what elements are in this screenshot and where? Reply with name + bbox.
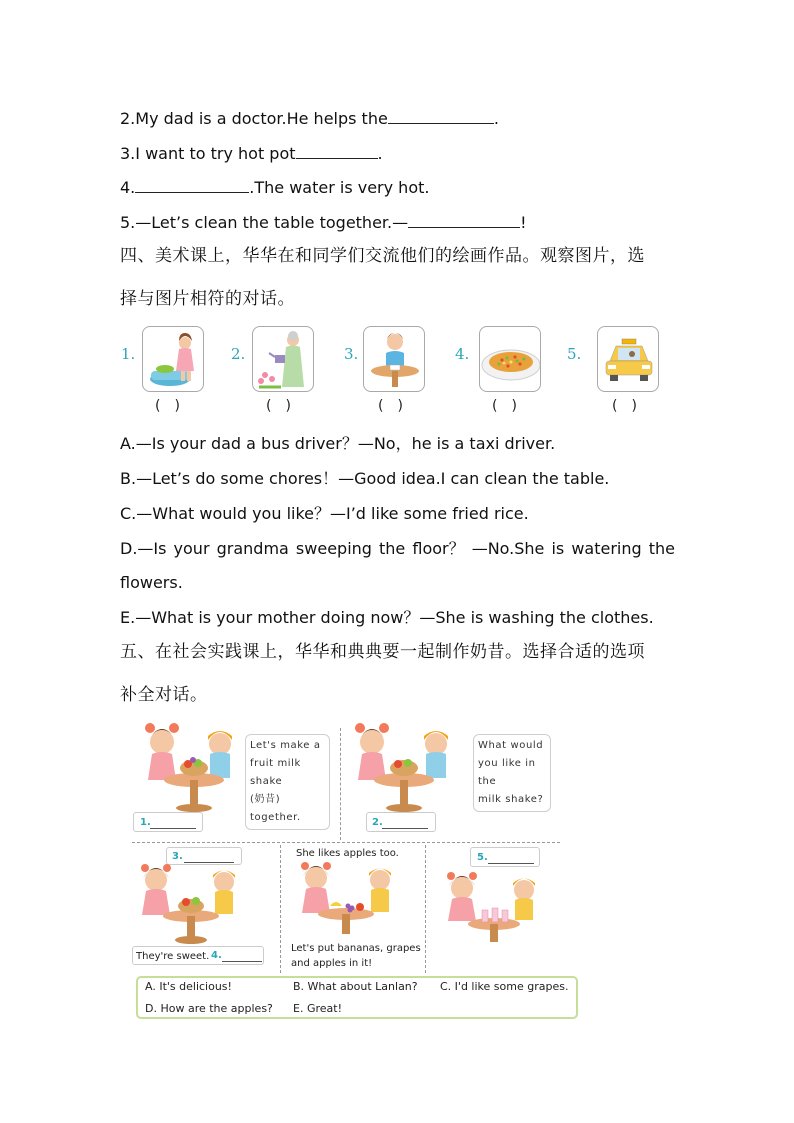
option-d — [120, 538, 675, 560]
answer-paren-5[interactable]: ( ) — [612, 398, 637, 414]
bubble-2-line: milk shake? — [478, 794, 544, 805]
panel-4-caption-bottom-line: and apples in it! — [291, 958, 373, 969]
bubble-1-line: (奶昔) together. — [250, 794, 301, 823]
option-d-text-cont: flowers. — [120, 573, 183, 592]
panel-4-caption-top-text: She likes apples too. — [296, 848, 399, 859]
answer-blank[interactable] — [388, 108, 494, 124]
panel-3-caption-text: They're sweet. — [136, 951, 210, 962]
comic-panel-3 — [136, 862, 251, 950]
kids-at-table-illustration — [140, 720, 260, 816]
answer-paren-2[interactable]: ( ) — [266, 398, 291, 414]
picture-number-4: 4. — [455, 345, 470, 363]
section-4-heading-line1: 四、美术课上，华华在和同学们交流他们的绘画作品。观察图片，选 — [120, 246, 645, 266]
question-5-text: 5.—Let’s clean the table together.— — [120, 213, 409, 232]
blank-number-5: 5. — [477, 852, 488, 863]
woman-washing-clothes-icon — [143, 327, 204, 392]
option-a-text: A.—Is your dad a bus driver？—No，he is a taxi driver. — [120, 434, 556, 453]
question-4-number: 4. — [120, 178, 136, 197]
panel-divider — [280, 845, 281, 973]
answer-blank-2[interactable] — [382, 828, 428, 829]
option-e-text: E.—What is your mother doing now？—She is washing the clothes. — [120, 608, 654, 627]
bubble-2-line: What would — [478, 740, 544, 751]
picture-number-3: 3. — [344, 345, 359, 363]
choice-d: D. How are the apples? — [145, 1002, 273, 1015]
picture-number-2: 2. — [231, 345, 246, 363]
option-d-word: grandma — [216, 539, 289, 558]
option-d-word: the — [648, 539, 675, 558]
picture-1 — [142, 326, 204, 392]
bubble-1-line: fruit milk shake — [250, 758, 301, 787]
kids-with-milkshakes-illustration — [440, 870, 555, 946]
taxi-icon — [598, 327, 659, 392]
choice-c: C. I'd like some grapes. — [440, 980, 569, 993]
comic-panel-5 — [440, 870, 555, 950]
panel-divider — [132, 842, 560, 843]
panel-4-caption-bottom-line: Let's put bananas, grapes — [291, 943, 421, 954]
kids-at-table-illustration — [350, 720, 470, 816]
choice-e: E. Great! — [293, 1002, 342, 1015]
question-2 — [120, 108, 499, 130]
answer-blank[interactable] — [408, 212, 520, 228]
question-3-end: . — [377, 144, 383, 163]
option-d-word: the — [379, 539, 406, 558]
speech-bubble-2 — [473, 734, 551, 812]
option-d-word: D.—Is — [120, 539, 167, 558]
question-2-text: 2.My dad is a doctor.He helps the — [120, 109, 388, 128]
picture-2 — [252, 326, 314, 392]
section-5-heading-line1: 五、在社会实践课上，华华和典典要一起制作奶昔。选择合适的选项 — [120, 642, 645, 662]
picture-number-5: 5. — [567, 345, 582, 363]
option-d-word: watering — [571, 539, 642, 558]
answer-paren-4[interactable]: ( ) — [492, 398, 517, 414]
option-b — [120, 468, 609, 490]
comic-panel-1 — [140, 720, 260, 820]
choice-b: B. What about Lanlan? — [293, 980, 418, 993]
speech-bubble-1 — [245, 734, 330, 830]
blank-number-3: 3. — [172, 851, 183, 862]
question-3 — [120, 143, 383, 165]
choice-a: A. It's delicious! — [145, 980, 232, 993]
option-d-word: is — [551, 539, 565, 558]
fried-rice-icon — [480, 327, 541, 392]
bubble-2-line: you like in the — [478, 758, 536, 787]
answer-blank-5[interactable] — [488, 863, 534, 864]
blank-number-1: 1. — [140, 817, 151, 828]
grandma-watering-flowers-icon — [253, 327, 314, 392]
question-5 — [120, 212, 527, 234]
picture-3 — [363, 326, 425, 392]
comic-panel-2 — [350, 720, 470, 820]
panel-divider — [425, 845, 426, 973]
panel-4-caption-bottom — [291, 941, 421, 971]
picture-5 — [597, 326, 659, 392]
picture-number-1: 1. — [121, 345, 136, 363]
kids-at-table-illustration — [136, 862, 251, 946]
question-5-end: ! — [520, 213, 527, 232]
option-b-text: B.—Let’s do some chores！—Good idea.I can clean the table. — [120, 469, 610, 488]
question-4-text: .The water is very hot. — [249, 178, 430, 197]
option-c — [120, 503, 529, 525]
answer-blank[interactable] — [296, 143, 378, 159]
answer-paren-1[interactable]: ( ) — [155, 398, 180, 414]
choices-box — [136, 976, 578, 1019]
blank-number-2: 2. — [372, 817, 383, 828]
panel-divider — [340, 728, 341, 840]
option-d-word: floor？ — [412, 539, 465, 558]
question-4 — [120, 177, 429, 199]
picture-4 — [479, 326, 541, 392]
answer-paren-3[interactable]: ( ) — [378, 398, 403, 414]
comic-panel-4 — [290, 862, 405, 942]
boy-cleaning-table-icon — [364, 327, 425, 392]
option-d-word: sweeping — [295, 539, 372, 558]
blank-number-4: 4. — [211, 950, 222, 961]
panel-4-caption-top — [296, 846, 399, 861]
bubble-1-line: Let's make a — [250, 740, 321, 751]
option-d-word: your — [173, 539, 210, 558]
option-d-cont — [120, 572, 183, 594]
option-a — [120, 433, 555, 455]
option-d-word: —No.She — [471, 539, 545, 558]
question-2-end: . — [493, 109, 499, 128]
section-4-heading-cont — [120, 287, 295, 311]
section-4-heading-line2: 择与图片相符的对话。 — [120, 289, 295, 309]
option-c-text: C.—What would you like？—I’d like some fried rice. — [120, 504, 529, 523]
kids-at-table-illustration — [290, 862, 405, 938]
section-5-heading-line2: 补全对话。 — [120, 685, 208, 705]
answer-box-1[interactable] — [133, 812, 203, 832]
question-3-text: 3.I want to try hot pot — [120, 144, 296, 163]
section-4-heading — [120, 244, 645, 268]
section-5-heading — [120, 640, 645, 664]
section-5-heading-cont — [120, 683, 208, 707]
answer-box-4[interactable] — [132, 946, 264, 965]
option-e — [120, 607, 654, 629]
answer-blank[interactable] — [135, 177, 249, 193]
